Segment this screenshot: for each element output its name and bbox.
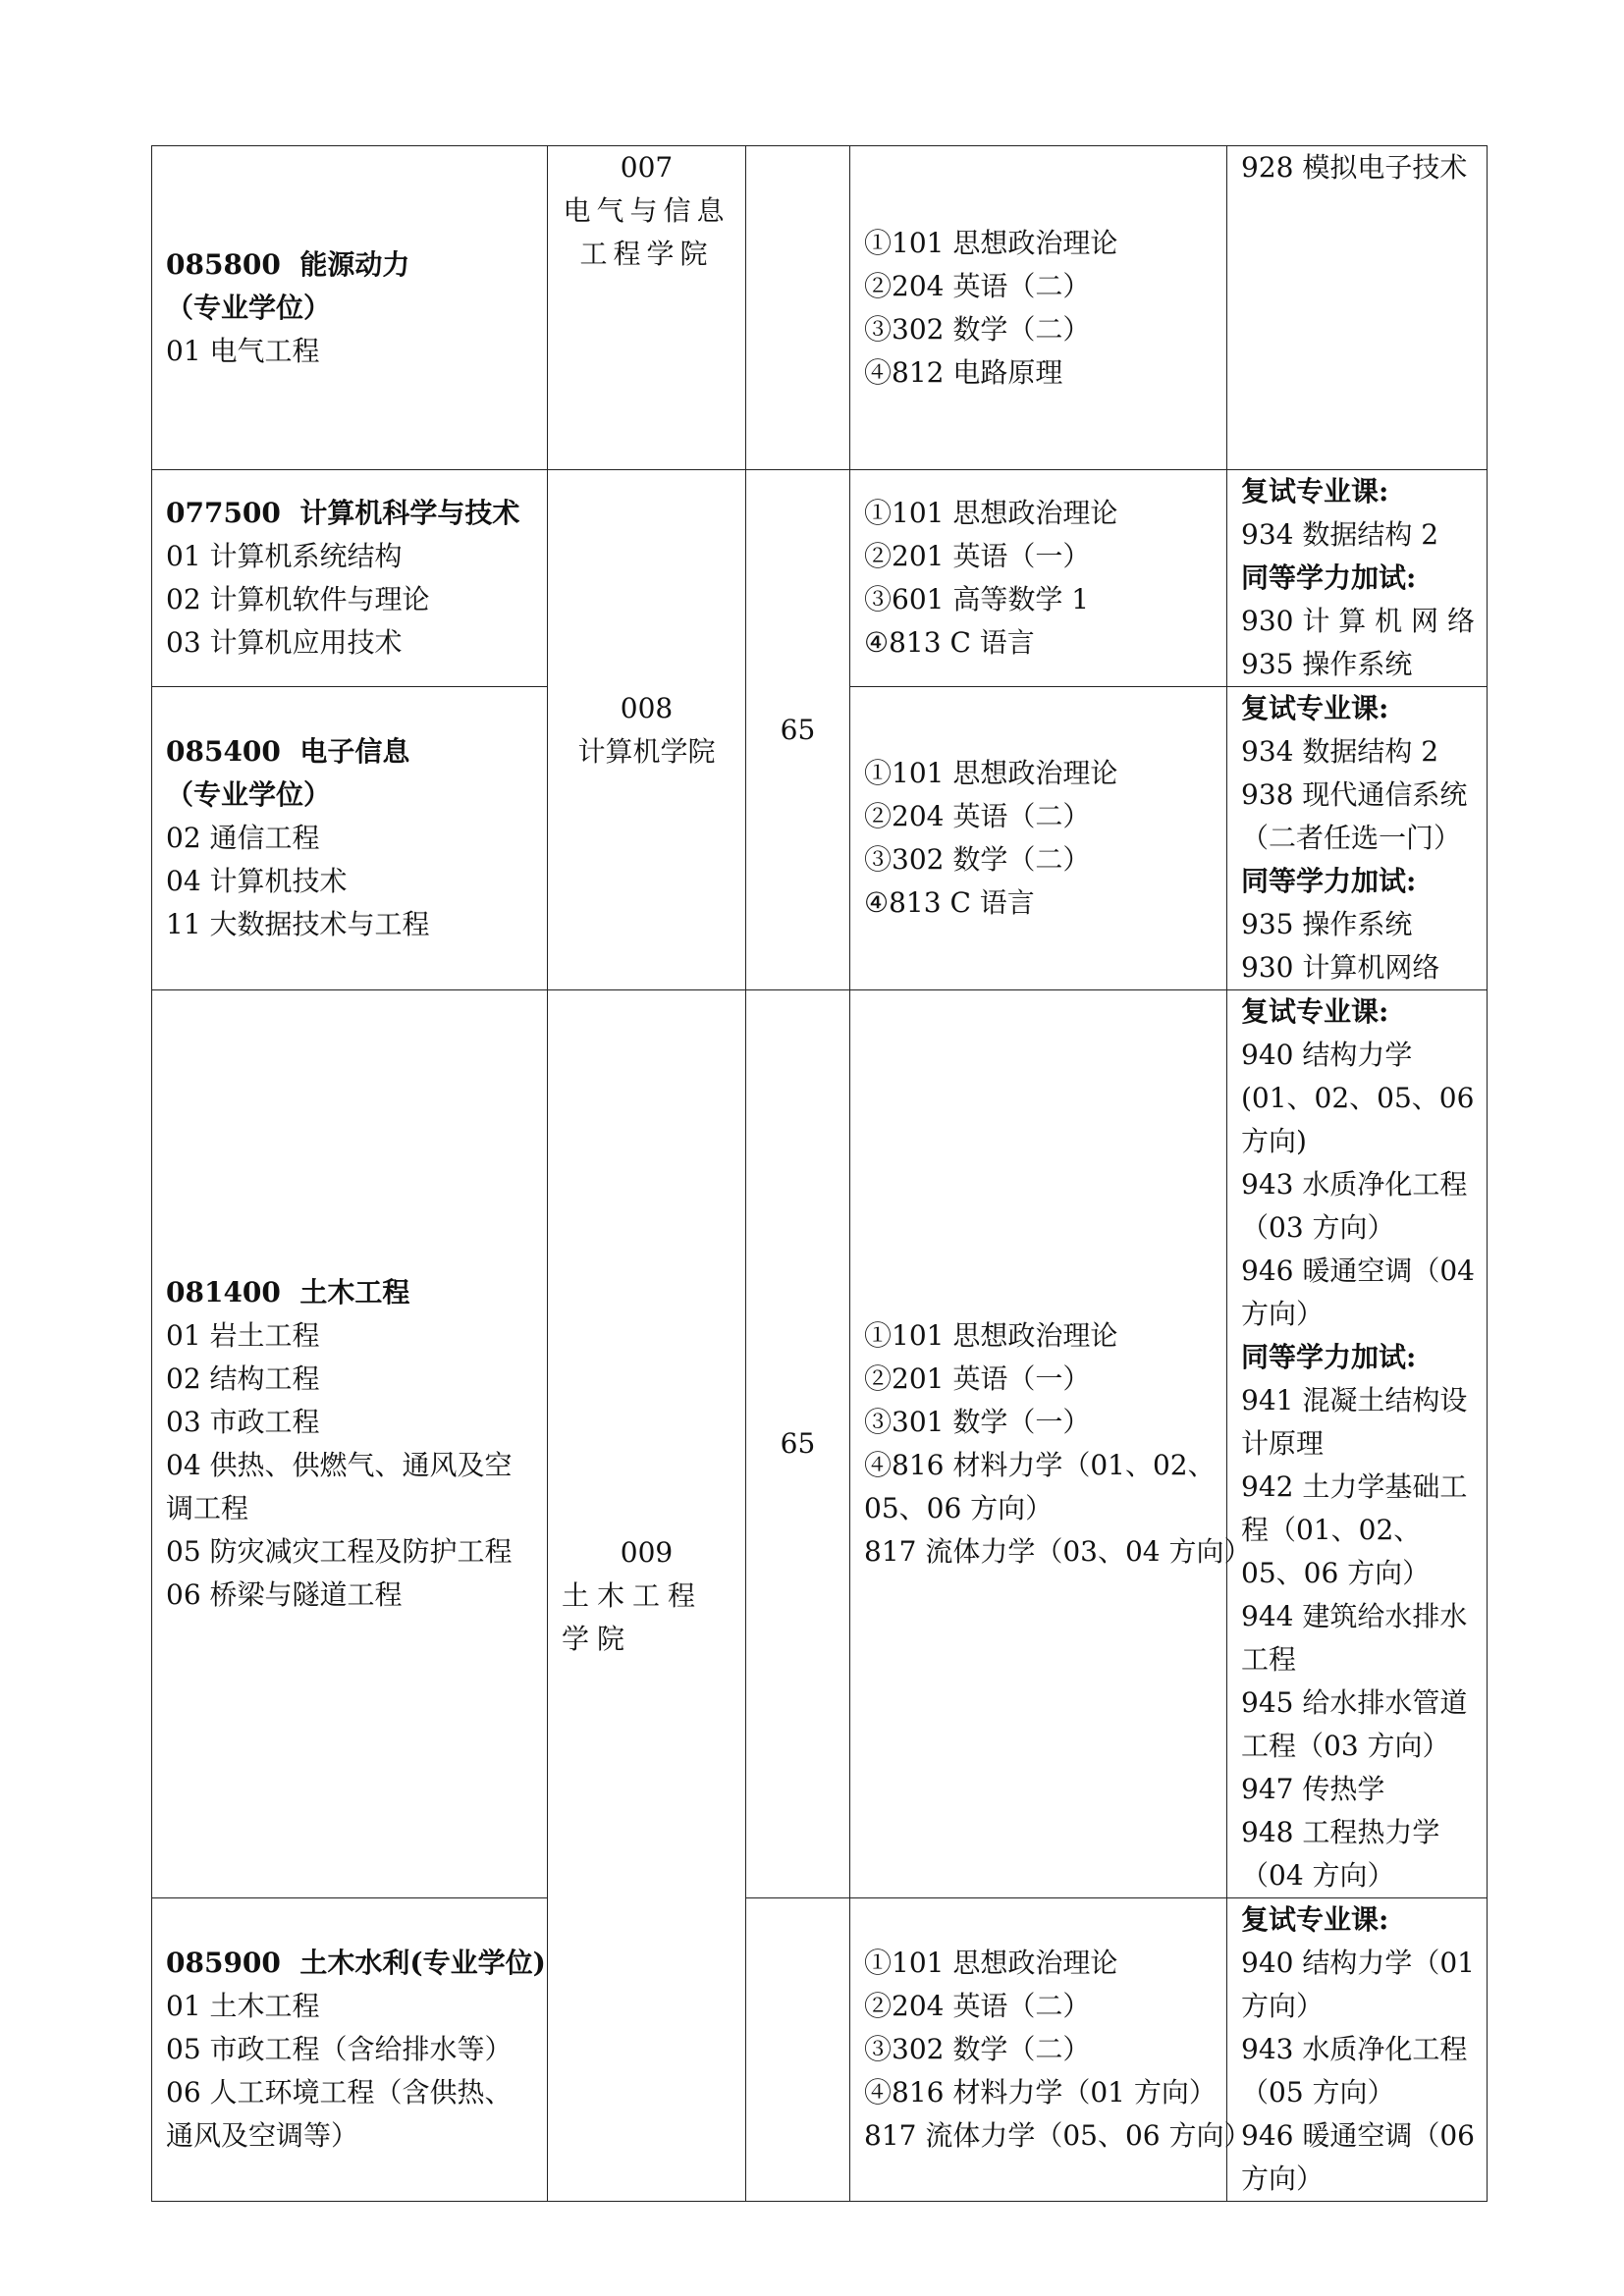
major-title: 085900 土木水利(专业学位) xyxy=(166,1947,546,1979)
college-name: 土木工程学院 xyxy=(562,1578,704,1655)
college-cell xyxy=(548,146,746,470)
major-cell xyxy=(152,1898,548,2202)
exam-item: ③302 数学（二） xyxy=(864,843,1091,876)
exam-item: 817 流体力学（03、04 方向） xyxy=(864,1535,1252,1568)
exam-cell xyxy=(850,1898,1252,2202)
note-item: 946 暖通空调（06 方向） xyxy=(1241,2119,1475,2195)
college-code: 009 xyxy=(620,1535,674,1569)
direction-item: 01 土木工程 xyxy=(166,1990,320,2022)
major-title: 077500 计算机科学与技术 xyxy=(166,497,520,529)
note-item: （二者任选一门） xyxy=(1241,822,1462,854)
college-name: 计算机学院 xyxy=(577,734,716,768)
table-row xyxy=(152,470,1488,687)
notes-cell xyxy=(1227,1898,1488,2202)
notes-heading: 复试专业课: xyxy=(1241,475,1389,507)
major-subtitle: （专业学位） xyxy=(166,778,332,811)
exam-item: ①101 思想政治理论 xyxy=(864,1319,1118,1352)
note-item: 947 传热学 xyxy=(1241,1773,1385,1805)
table-row xyxy=(152,990,1488,1898)
note-item: 934 数据结构 2 xyxy=(1241,518,1439,551)
note-item: 940 结构力学（01 方向） xyxy=(1241,1947,1475,2022)
notes-heading: 同等学力加试: xyxy=(1241,1341,1417,1373)
major-cell xyxy=(152,990,548,1898)
note-item: 930 计 算 机 网 络 xyxy=(1241,605,1475,637)
exam-item: ④812 电路原理 xyxy=(864,355,1063,389)
exam-item: ①101 思想政治理论 xyxy=(864,226,1118,259)
notes-cell xyxy=(1227,470,1488,687)
notes-heading: 复试专业课: xyxy=(1241,1903,1389,1936)
direction-item: 04 供热、供燃气、通风及空调工程 xyxy=(166,1449,513,1524)
note-item: 930 计算机网络 xyxy=(1241,951,1440,984)
direction-item: 01 计算机系统结构 xyxy=(166,540,403,572)
exam-item: ③301 数学（一） xyxy=(864,1406,1091,1438)
major-title: 085400 电子信息 xyxy=(166,735,410,768)
enroll-count: 65 xyxy=(780,1427,816,1460)
exam-item: ②204 英语（二） xyxy=(864,800,1091,832)
notes-cell xyxy=(1227,146,1488,470)
exam-item: ①101 思想政治理论 xyxy=(864,1947,1118,1979)
exam-item: ②204 英语（二） xyxy=(864,1990,1091,2022)
exam-item: ④816 材料力学（01 方向） xyxy=(864,2076,1217,2109)
direction-item: 03 市政工程 xyxy=(166,1406,320,1438)
major-title: 081400 土木工程 xyxy=(166,1276,410,1308)
direction-item: 05 防灾减灾工程及防护工程 xyxy=(166,1535,513,1568)
note-item: 938 现代通信系统 xyxy=(1241,778,1468,811)
notes-heading: 复试专业课: xyxy=(1241,692,1389,724)
exam-item: ③601 高等数学 1 xyxy=(864,583,1090,615)
note-item: 935 操作系统 xyxy=(1241,908,1413,940)
college-name: 电气与信息工程学院 xyxy=(563,194,731,270)
major-title: 085800 能源动力 xyxy=(166,247,410,281)
direction-item: 03 计算机应用技术 xyxy=(166,626,403,659)
note-item: 928 模拟电子技术 xyxy=(1241,151,1468,184)
college-cell xyxy=(548,990,746,2202)
table-row xyxy=(152,146,1488,470)
exam-item: ①101 思想政治理论 xyxy=(864,497,1118,529)
major-subtitle: （专业学位） xyxy=(166,291,332,324)
enroll-cell xyxy=(746,1898,850,2202)
exam-cell xyxy=(850,990,1252,1898)
direction-item: 06 桥梁与隧道工程 xyxy=(166,1578,403,1611)
note-item: 940 结构力学(01、02、05、06 方向) xyxy=(1241,1039,1475,1157)
direction-item: 01 电气工程 xyxy=(166,334,320,367)
major-cell xyxy=(152,470,548,687)
major-cell xyxy=(152,146,548,470)
table-row xyxy=(152,1898,1488,2202)
direction-item: 02 结构工程 xyxy=(166,1362,320,1395)
college-cell xyxy=(548,470,746,990)
notes-heading: 同等学力加试: xyxy=(1241,561,1417,594)
note-item: 941 混凝土结构设计原理 xyxy=(1241,1384,1468,1460)
exam-item: 817 流体力学（05、06 方向） xyxy=(864,2119,1252,2152)
admissions-table xyxy=(151,145,1488,2202)
note-item: 943 水质净化工程（05 方向） xyxy=(1241,2033,1468,2109)
college-code: 007 xyxy=(620,151,674,184)
exam-item: ④813 C 语言 xyxy=(864,626,1035,659)
exam-item: ①101 思想政治理论 xyxy=(864,757,1118,789)
enroll-cell xyxy=(746,146,850,470)
exam-cell xyxy=(850,470,1227,687)
exam-item: ③302 数学（二） xyxy=(864,2033,1091,2065)
major-cell xyxy=(152,687,548,990)
note-item: 943 水质净化工程（03 方向） xyxy=(1241,1168,1468,1244)
note-item: 944 建筑给水排水工程 xyxy=(1241,1600,1468,1676)
direction-item: 02 通信工程 xyxy=(166,822,320,854)
note-item: 948 工程热力学（04 方向） xyxy=(1241,1816,1440,1892)
exam-item: ④816 材料力学（01、02、05、06 方向） xyxy=(864,1449,1216,1524)
exam-item: ②201 英语（一） xyxy=(864,540,1091,572)
direction-item: 04 计算机技术 xyxy=(166,865,348,897)
exam-item: ②204 英语（二） xyxy=(864,269,1091,302)
exam-item: ③302 数学（二） xyxy=(864,312,1091,346)
enroll-cell xyxy=(746,990,850,1898)
exam-cell xyxy=(850,687,1227,990)
direction-item: 11 大数据技术与工程 xyxy=(166,908,430,940)
note-item: 935 操作系统 xyxy=(1241,648,1413,680)
note-item: 934 数据结构 2 xyxy=(1241,735,1439,768)
enroll-cell xyxy=(746,470,850,990)
direction-item: 06 人工环境工程（含供热、通风及空调等） xyxy=(166,2076,513,2152)
notes-heading: 同等学力加试: xyxy=(1241,865,1417,897)
notes-heading: 复试专业课: xyxy=(1241,995,1389,1028)
college-code: 008 xyxy=(620,691,674,724)
enroll-count: 65 xyxy=(780,713,816,746)
notes-cell xyxy=(1227,687,1488,990)
exam-cell xyxy=(850,146,1227,470)
note-item: 945 给水排水管道工程（03 方向） xyxy=(1241,1686,1468,1762)
direction-item: 05 市政工程（含给排水等） xyxy=(166,2033,513,2065)
note-item: 946 暖通空调（04 方向） xyxy=(1241,1255,1475,1330)
direction-item: 02 计算机软件与理论 xyxy=(166,583,430,615)
direction-item: 01 岩土工程 xyxy=(166,1319,320,1352)
notes-cell xyxy=(1227,990,1488,1898)
exam-item: ②201 英语（一） xyxy=(864,1362,1091,1395)
note-item: 942 土力学基础工程（01、02、05、06 方向） xyxy=(1241,1470,1468,1589)
exam-item: ④813 C 语言 xyxy=(864,886,1035,919)
